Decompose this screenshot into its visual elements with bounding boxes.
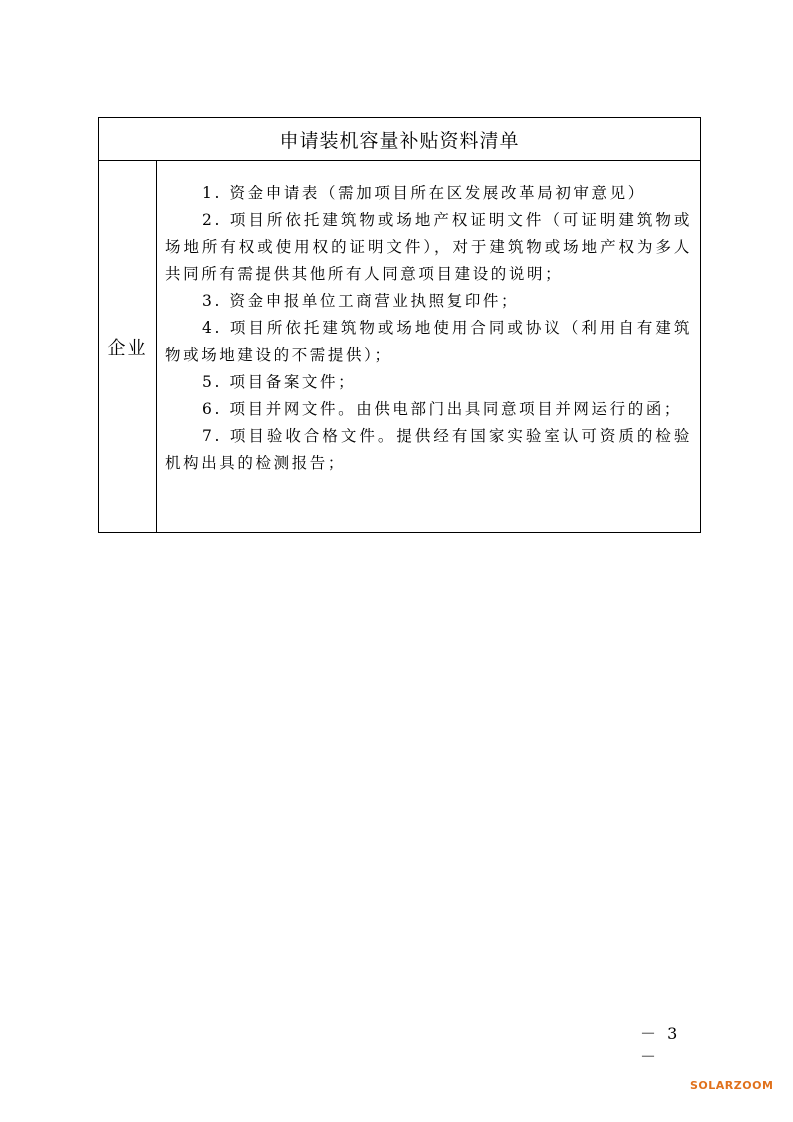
- list-item: 3. 资金申报单位工商营业执照复印件；: [202, 292, 520, 310]
- list-item: 5. 项目备案文件；: [202, 373, 357, 391]
- list-item: 1. 资金申请表（需加项目所在区发展改革局初审意见）: [202, 184, 646, 202]
- row-label-enterprise: 企业: [99, 161, 157, 532]
- materials-table: [98, 117, 701, 533]
- list-item: 2. 项目所依托建筑物或场地产权证明文件（可证明建筑物或场地所有权或使用权的证明文件），对于建筑物或场地产权为多人共同所有需提供其他所有人同意项目建设的说明；: [165, 211, 692, 283]
- list-item: 6. 项目并网文件。由供电部门出具同意项目并网运行的函；: [202, 400, 683, 418]
- list-item: 4. 项目所依托建筑物或场地使用合同或协议（利用自有建筑物或场地建设的不需提供）；: [165, 319, 692, 364]
- solarzoom-watermark: SOLARZOOM: [690, 1079, 774, 1092]
- list-item: 7. 项目验收合格文件。提供经有国家实验室认可资质的检验机构出具的检测报告；: [165, 427, 692, 472]
- page-number: － 3 －: [640, 1024, 681, 1066]
- table-title: 申请装机容量补贴资料清单: [99, 118, 700, 161]
- requirements-list: [157, 161, 700, 532]
